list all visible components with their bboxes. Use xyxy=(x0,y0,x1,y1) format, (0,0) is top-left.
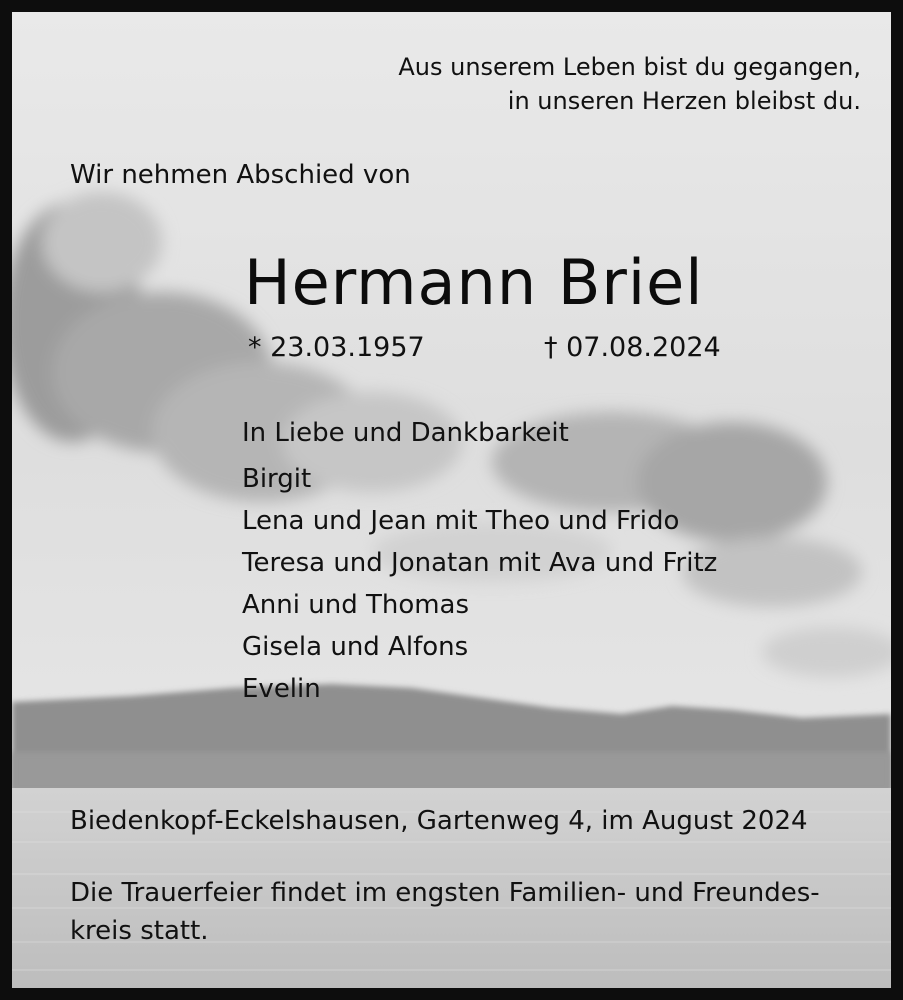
family-member: Gisela und Alfons xyxy=(242,632,469,662)
funeral-note xyxy=(70,874,820,950)
family-member: Birgit xyxy=(242,464,312,494)
deceased-name: Hermann Briel xyxy=(244,246,704,319)
family-member: Teresa und Jonatan mit Ava und Fritz xyxy=(242,548,718,578)
birth-date: * 23.03.1957 xyxy=(248,332,425,363)
family-member: Lena und Jean mit Theo und Frido xyxy=(242,506,680,536)
family-member: Anni und Thomas xyxy=(242,590,470,620)
motto-line-1: Aus unserem Leben bist du gegangen, xyxy=(398,53,861,81)
family-member: Evelin xyxy=(242,674,321,704)
funeral-note-line-1: Die Trauerfeier findet im engsten Familien- und Freundes- xyxy=(70,878,820,908)
funeral-note-line-2: kreis statt. xyxy=(70,916,209,946)
death-date: † 07.08.2024 xyxy=(544,332,721,363)
motto-line-2: in unseren Herzen bleibst du. xyxy=(507,87,861,115)
place-and-date: Biedenkopf-Eckelshausen, Gartenweg 4, im August 2024 xyxy=(70,806,808,836)
intro-text: Wir nehmen Abschied von xyxy=(70,160,411,190)
family-heading: In Liebe und Dankbarkeit xyxy=(242,418,569,448)
